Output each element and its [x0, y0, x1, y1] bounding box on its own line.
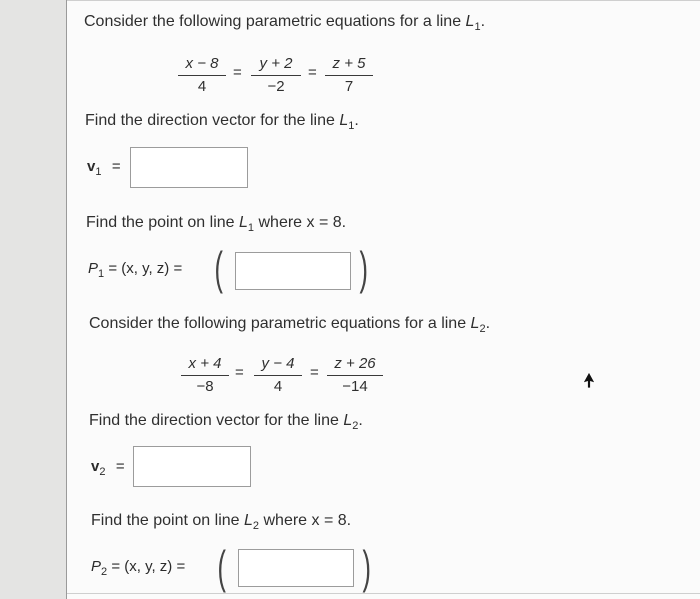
v2-answer-input[interactable] — [133, 446, 251, 487]
v1-answer-input[interactable] — [130, 147, 248, 188]
part2-intro: Consider the following parametric equations for a line $L_2$. — [89, 315, 491, 335]
left-paren: ( — [214, 242, 223, 294]
part2-direction-prompt: Find the direction vector for the line $L_2$. — [89, 412, 363, 432]
part1-intro: Consider the following parametric equations for a line $L_1$. — [84, 13, 486, 33]
mouse-cursor-icon — [581, 371, 597, 389]
equals-sign: = — [233, 64, 242, 81]
part2-fraction-x: $\frac{x + 4}{-8}$ — [181, 355, 229, 396]
question-panel — [66, 0, 700, 599]
part1-fraction-z: $\frac{z + 5}{7}$ — [325, 55, 373, 96]
part2-fraction-y: $\frac{y - 4}{4}$ — [254, 355, 302, 396]
left-paren: ( — [217, 541, 226, 593]
p2-answer-input[interactable] — [238, 549, 354, 587]
equals-sign: = — [308, 64, 317, 81]
part1-fraction-x: $\frac{x - 8}{4}$ — [178, 55, 226, 96]
right-paren: ) — [362, 541, 371, 593]
divider — [67, 0, 700, 1]
p1-label: $P_1 = (x$, y, z) = — [88, 260, 183, 280]
p2-label: $P_2 = (x$, y, z) = — [91, 558, 186, 578]
v1-label: $v_1$ = — [87, 158, 121, 178]
equals-sign: = — [235, 364, 244, 381]
v2-label: $v_2$ = — [91, 458, 125, 478]
part1-fraction-y: $\frac{y + 2}{-2}$ — [251, 55, 301, 96]
equals-sign: = — [310, 364, 319, 381]
part2-point-prompt: Find the point on line $L_2$ where x = 8. — [91, 512, 352, 532]
p1-answer-input[interactable] — [235, 252, 351, 290]
divider — [67, 593, 700, 594]
part1-direction-prompt: Find the direction vector for the line $L_1$. — [85, 112, 359, 132]
part1-point-prompt: Find the point on line $L_1$ where x = 8. — [86, 214, 347, 234]
right-paren: ) — [359, 242, 368, 294]
part2-fraction-z: $\frac{z + 26}{-14}$ — [327, 355, 383, 396]
